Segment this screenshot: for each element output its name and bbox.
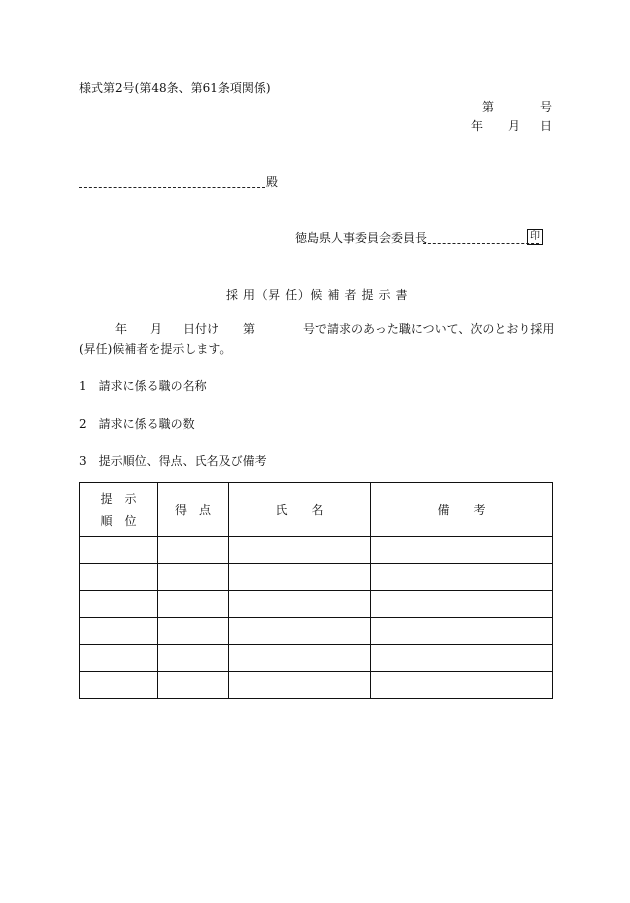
body-year: 年 xyxy=(115,322,128,336)
cell-remarks[interactable] xyxy=(371,672,553,699)
cell-remarks[interactable] xyxy=(371,618,553,645)
header-rank-line2: 順 位 xyxy=(100,513,137,528)
body-line2-text: (昇任)候補者を提示します。 xyxy=(79,342,232,356)
cell-name[interactable] xyxy=(229,618,371,645)
addressee-suffix: 殿 xyxy=(266,175,279,189)
cell-name[interactable] xyxy=(229,564,371,591)
body-date-attached: 日付け xyxy=(183,322,220,336)
addressee-line[interactable] xyxy=(79,187,265,188)
table-header-row xyxy=(80,483,553,537)
cell-name[interactable] xyxy=(229,537,371,564)
cell-remarks[interactable] xyxy=(371,537,553,564)
doc-number-suffix: 号 xyxy=(540,100,553,114)
body-month: 月 xyxy=(150,322,163,336)
table-row xyxy=(80,672,553,699)
item-2: 2 請求に係る職の数 xyxy=(79,417,195,431)
item-1: 1 請求に係る職の名称 xyxy=(79,379,207,393)
cell-remarks[interactable] xyxy=(371,564,553,591)
header-rank-line1: 提 示 xyxy=(100,491,137,506)
cell-name[interactable] xyxy=(229,672,371,699)
cell-score[interactable] xyxy=(158,564,229,591)
cell-rank[interactable] xyxy=(80,618,158,645)
candidate-table xyxy=(79,482,553,699)
cell-rank[interactable] xyxy=(80,564,158,591)
table-row xyxy=(80,564,553,591)
table-row xyxy=(80,591,553,618)
cell-remarks[interactable] xyxy=(371,645,553,672)
seal-mark: 印 xyxy=(527,229,543,245)
cell-score[interactable] xyxy=(158,618,229,645)
header-remarks: 備 考 xyxy=(371,483,553,537)
date-month: 月 xyxy=(508,119,521,133)
table-row xyxy=(80,645,553,672)
body-number-prefix: 第 xyxy=(243,322,256,336)
date-day: 日 xyxy=(540,119,553,133)
body-line1-text: 号で請求のあった職について、次のとおり採用 xyxy=(303,322,555,336)
form-label: 様式第2号(第48条、第61条項関係) xyxy=(79,81,271,95)
cell-rank[interactable] xyxy=(80,645,158,672)
cell-name[interactable] xyxy=(229,591,371,618)
cell-rank[interactable] xyxy=(80,591,158,618)
cell-rank[interactable] xyxy=(80,672,158,699)
table-row xyxy=(80,537,553,564)
cell-name[interactable] xyxy=(229,645,371,672)
cell-score[interactable] xyxy=(158,672,229,699)
item-3: 3 提示順位、得点、氏名及び備考 xyxy=(79,454,267,468)
header-name: 氏 名 xyxy=(229,483,371,537)
cell-score[interactable] xyxy=(158,645,229,672)
document-title: 採 用（昇 任）候 補 者 提 示 書 xyxy=(226,288,409,302)
date-year: 年 xyxy=(471,119,484,133)
cell-rank[interactable] xyxy=(80,537,158,564)
header-rank xyxy=(80,483,158,537)
sender-signature-line[interactable] xyxy=(423,243,539,244)
cell-score[interactable] xyxy=(158,591,229,618)
table-row xyxy=(80,618,553,645)
doc-number-prefix: 第 xyxy=(482,100,495,114)
cell-remarks[interactable] xyxy=(371,591,553,618)
cell-score[interactable] xyxy=(158,537,229,564)
sender-title: 徳島県人事委員会委員長 xyxy=(295,231,428,245)
header-score: 得 点 xyxy=(158,483,229,537)
